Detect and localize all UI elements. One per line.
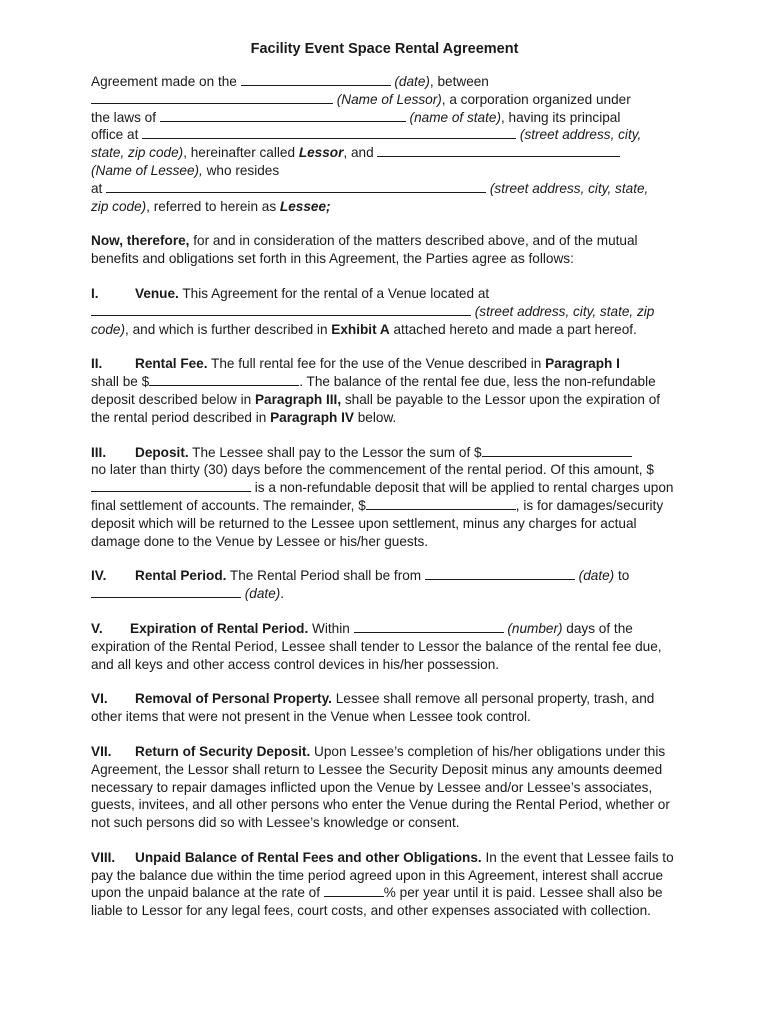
document-title: Facility Event Space Rental Agreement xyxy=(250,41,519,57)
section-text: is a non-refundable deposit that will be applied to rental charges upon final settlement of accounts. The remainder, $ xyxy=(91,480,674,513)
lessor-name-blank[interactable] xyxy=(91,91,333,104)
address-label: (street address, city, state, xyxy=(489,180,649,196)
date-blank[interactable] xyxy=(241,73,391,86)
section-text: The Rental Period shall be from xyxy=(226,568,425,584)
section-heading: Rental Fee. xyxy=(135,356,208,372)
section-text: This Agreement for the rental of a Venue located at xyxy=(178,285,490,301)
section-number: IV. xyxy=(91,568,107,584)
intro-text: , a corporation organized under xyxy=(441,91,631,107)
section-text: , and which is further described in xyxy=(125,321,332,337)
exhibit-ref: Exhibit A xyxy=(331,321,390,337)
address-label: zip code) xyxy=(91,198,147,214)
section-heading: Deposit. xyxy=(135,444,189,460)
section-text: . The balance of the rental fee due, less the non-refundable deposit described below in xyxy=(91,374,656,407)
lessee-address-blank[interactable] xyxy=(106,180,486,193)
section-number: I. xyxy=(91,285,99,301)
section-heading: Expiration of Rental Period. xyxy=(130,620,309,636)
section-text: The Lessee shall pay to the Lessor the sum of $ xyxy=(188,444,482,460)
section-text: no later than thirty (30) days before the commencement of the rental period. Of this amount, $ xyxy=(91,462,654,478)
section-security-return xyxy=(91,743,678,832)
date-label: (date) xyxy=(578,568,615,584)
intro-text: at xyxy=(91,180,107,196)
address-label: (street address, city, state, zip xyxy=(474,303,655,319)
section-text: % per year until it is paid. Lessee shall also be liable to Lessor for any legal fees, court costs, and other expenses associated with collection. xyxy=(91,885,663,919)
section-text: , is for damages/security deposit which will be returned to the Lessee upon settlement, minus any charges for actual damage done to the Venue by Lessee or his/her guests. xyxy=(91,497,664,549)
lessor-name-label: (Name of Lessor) xyxy=(336,91,442,107)
lessee-name-blank[interactable] xyxy=(377,144,620,157)
section-text: shall be payable to the Lessor upon the expiration of the rental period described in xyxy=(91,391,661,425)
section-number: V. xyxy=(91,620,103,636)
lessor-address-blank[interactable] xyxy=(142,126,516,139)
section-expiration xyxy=(91,620,678,673)
section-heading: Return of Security Deposit. xyxy=(135,743,311,759)
section-text: shall be $ xyxy=(91,374,150,390)
paragraph-ref: Paragraph IV xyxy=(270,409,354,425)
days-number-blank[interactable] xyxy=(354,620,504,633)
intro-text: , hereinafter called xyxy=(183,145,299,161)
intro-text: , referred to herein as xyxy=(146,198,280,214)
deposit-sum-blank[interactable] xyxy=(482,444,632,457)
state-label: (name of state) xyxy=(409,109,501,125)
paragraph-ref: Paragraph III, xyxy=(254,391,342,407)
section-heading: Unpaid Balance of Rental Fees and other Obligations. xyxy=(135,849,482,865)
date-label: (date) xyxy=(244,586,281,602)
recital-paragraph xyxy=(91,232,678,268)
section-text: below. xyxy=(353,409,397,425)
section-number: VII. xyxy=(91,743,112,759)
section-unpaid-balance xyxy=(91,849,678,920)
intro-text: , having its principal xyxy=(500,109,621,125)
recital-lead: Now, therefore, xyxy=(91,233,190,249)
address-label: code) xyxy=(91,321,126,337)
state-blank[interactable] xyxy=(160,109,406,122)
section-heading: Venue. xyxy=(135,285,179,301)
section-text: . xyxy=(280,586,285,602)
lessee-term: Lessee; xyxy=(279,198,331,214)
section-heading: Removal of Personal Property. xyxy=(135,691,332,707)
intro-text: who resides xyxy=(202,162,280,178)
section-number: III. xyxy=(91,444,107,460)
security-deposit-blank[interactable] xyxy=(366,497,516,510)
section-number: VI. xyxy=(91,691,108,707)
nonrefundable-blank[interactable] xyxy=(91,479,251,492)
section-deposit xyxy=(91,444,678,551)
section-heading: Rental Period. xyxy=(135,568,227,584)
section-text: The full rental fee for the use of the Venue described in xyxy=(207,356,546,372)
section-text: Within xyxy=(308,620,354,636)
paragraph-ref: Paragraph I xyxy=(545,356,620,372)
section-rental-fee xyxy=(91,355,678,426)
section-text: In the event that Lessee fails to pay the balance due within the time period agreed upon in this Agreement, interest shall accrue upon the unpaid balance at the rate of xyxy=(91,849,674,901)
section-text: Upon Lessee’s completion of his/her obligations under this Agreement, the Lessor shall return to Lessee the Security Deposit minus any amounts deemed necessary to repair damages inflicted upon the Venue by Lessee and/or Lessee’s associates, guests, invitees, and all other persons who enter the Venue during the Rental Period, whether or not such persons did so with Lessee’s knowledge or consent. xyxy=(91,743,670,831)
intro-text: the laws of xyxy=(91,109,160,125)
start-date-blank[interactable] xyxy=(425,567,575,580)
address-label: state, zip code) xyxy=(91,145,184,161)
lessor-term: Lessor xyxy=(298,145,344,161)
lessee-name-label: (Name of Lessee), xyxy=(91,162,203,178)
rental-fee-blank[interactable] xyxy=(149,373,299,386)
intro-paragraph xyxy=(91,73,678,215)
intro-text: , between xyxy=(429,74,489,89)
interest-rate-blank[interactable] xyxy=(324,884,384,897)
section-text: days of the expiration of the Rental Period, Lessee shall tender to Lessor the balance of the rental fee due, and all keys and other access control devices in his/her possession. xyxy=(91,620,662,672)
recital-text: for and in consideration of the matters described above, and of the mutual benefits and obligations set forth in this Agreement, the Parties agree as follows: xyxy=(91,233,638,267)
section-venue xyxy=(91,285,678,338)
address-label: (street address, city, xyxy=(519,127,642,143)
date-label: (date) xyxy=(394,74,430,89)
section-text: Lessee shall remove all personal property, trash, and other items that were not present in the Venue when Lessee took control. xyxy=(91,691,655,725)
intro-text: Agreement made on the xyxy=(91,74,241,89)
section-text: to xyxy=(614,568,630,584)
venue-address-blank[interactable] xyxy=(91,303,471,316)
section-number: VIII. xyxy=(91,849,116,865)
intro-text: , and xyxy=(343,145,378,161)
intro-text: office at xyxy=(91,127,143,143)
section-text: attached hereto and made a part hereof. xyxy=(389,321,637,337)
end-date-blank[interactable] xyxy=(91,585,241,598)
section-number: II. xyxy=(91,356,103,372)
section-rental-period xyxy=(91,567,678,603)
section-removal xyxy=(91,690,678,726)
number-label: (number) xyxy=(507,620,563,636)
